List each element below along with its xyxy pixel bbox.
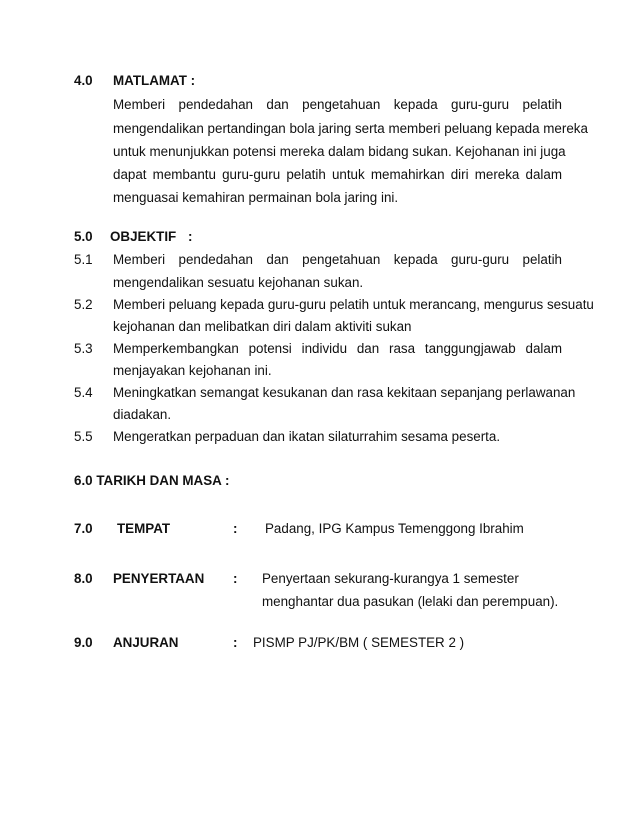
field-label: ANJURAN bbox=[113, 635, 179, 650]
field-value: Padang, IPG Kampus Temenggong Ibrahim bbox=[265, 521, 524, 536]
section-heading: OBJEKTIF bbox=[110, 229, 177, 244]
item-line: Memberi pendedahan dan pengetahuan kepada guru-guru pelatih bbox=[113, 252, 562, 267]
item-number: 5.1 bbox=[74, 252, 93, 267]
item-number: 5.2 bbox=[74, 297, 93, 312]
field-colon: : bbox=[233, 635, 238, 650]
field-colon: : bbox=[233, 571, 238, 586]
paragraph-line: dapat membantu guru-guru pelatih untuk memahirkan diri mereka dalam bbox=[113, 167, 562, 182]
item-line: Mengeratkan perpaduan dan ikatan silaturrahim sesama peserta. bbox=[113, 429, 501, 444]
field-label: TEMPAT bbox=[117, 521, 171, 536]
paragraph-line: mengendalikan pertandingan bola jaring serta memberi peluang kepada mereka bbox=[113, 121, 588, 136]
item-line: Memberi peluang kepada guru-guru pelatih untuk merancang, mengurus sesuatu bbox=[113, 297, 594, 312]
field-value: menghantar dua pasukan (lelaki dan perempuan). bbox=[262, 594, 559, 609]
item-line: menjayakan kejohanan ini. bbox=[113, 363, 272, 378]
item-number: 5.4 bbox=[74, 385, 93, 400]
item-line: Meningkatkan semangat kesukanan dan rasa kekitaan sepanjang perlawanan bbox=[113, 385, 576, 400]
item-line: mengendalikan sesuatu kejohanan sukan. bbox=[113, 275, 364, 290]
paragraph-line: untuk menunjukkan potensi mereka dalam bidang sukan. Kejohanan ini juga bbox=[113, 144, 566, 159]
field-colon: : bbox=[233, 521, 238, 536]
field-value: PISMP PJ/PK/BM ( SEMESTER 2 ) bbox=[253, 635, 465, 650]
section-number: 8.0 bbox=[74, 571, 93, 586]
section-tarikh-dan-masa: 6.0 TARIKH DAN MASA : bbox=[74, 473, 230, 488]
field-value: Penyertaan sekurang-kurangya 1 semester bbox=[262, 571, 519, 586]
section-number: 7.0 bbox=[74, 521, 93, 536]
field-label: PENYERTAAN bbox=[113, 571, 205, 586]
paragraph-line: menguasai kemahiran permainan bola jaring ini. bbox=[113, 190, 399, 205]
paragraph-line: Memberi pendedahan dan pengetahuan kepada guru-guru pelatih bbox=[113, 97, 562, 112]
item-number: 5.5 bbox=[74, 429, 93, 444]
item-number: 5.3 bbox=[74, 341, 93, 356]
section-heading: MATLAMAT : bbox=[113, 73, 196, 88]
item-line: Memperkembangkan potensi individu dan rasa tanggungjawab dalam bbox=[113, 341, 562, 356]
item-line: kejohanan dan melibatkan diri dalam aktiviti sukan bbox=[113, 319, 412, 334]
section-number: 9.0 bbox=[74, 635, 93, 650]
item-line: diadakan. bbox=[113, 407, 172, 422]
section-number: 4.0 bbox=[74, 73, 93, 88]
section-colon: : bbox=[188, 229, 193, 244]
section-number: 5.0 bbox=[74, 229, 93, 244]
